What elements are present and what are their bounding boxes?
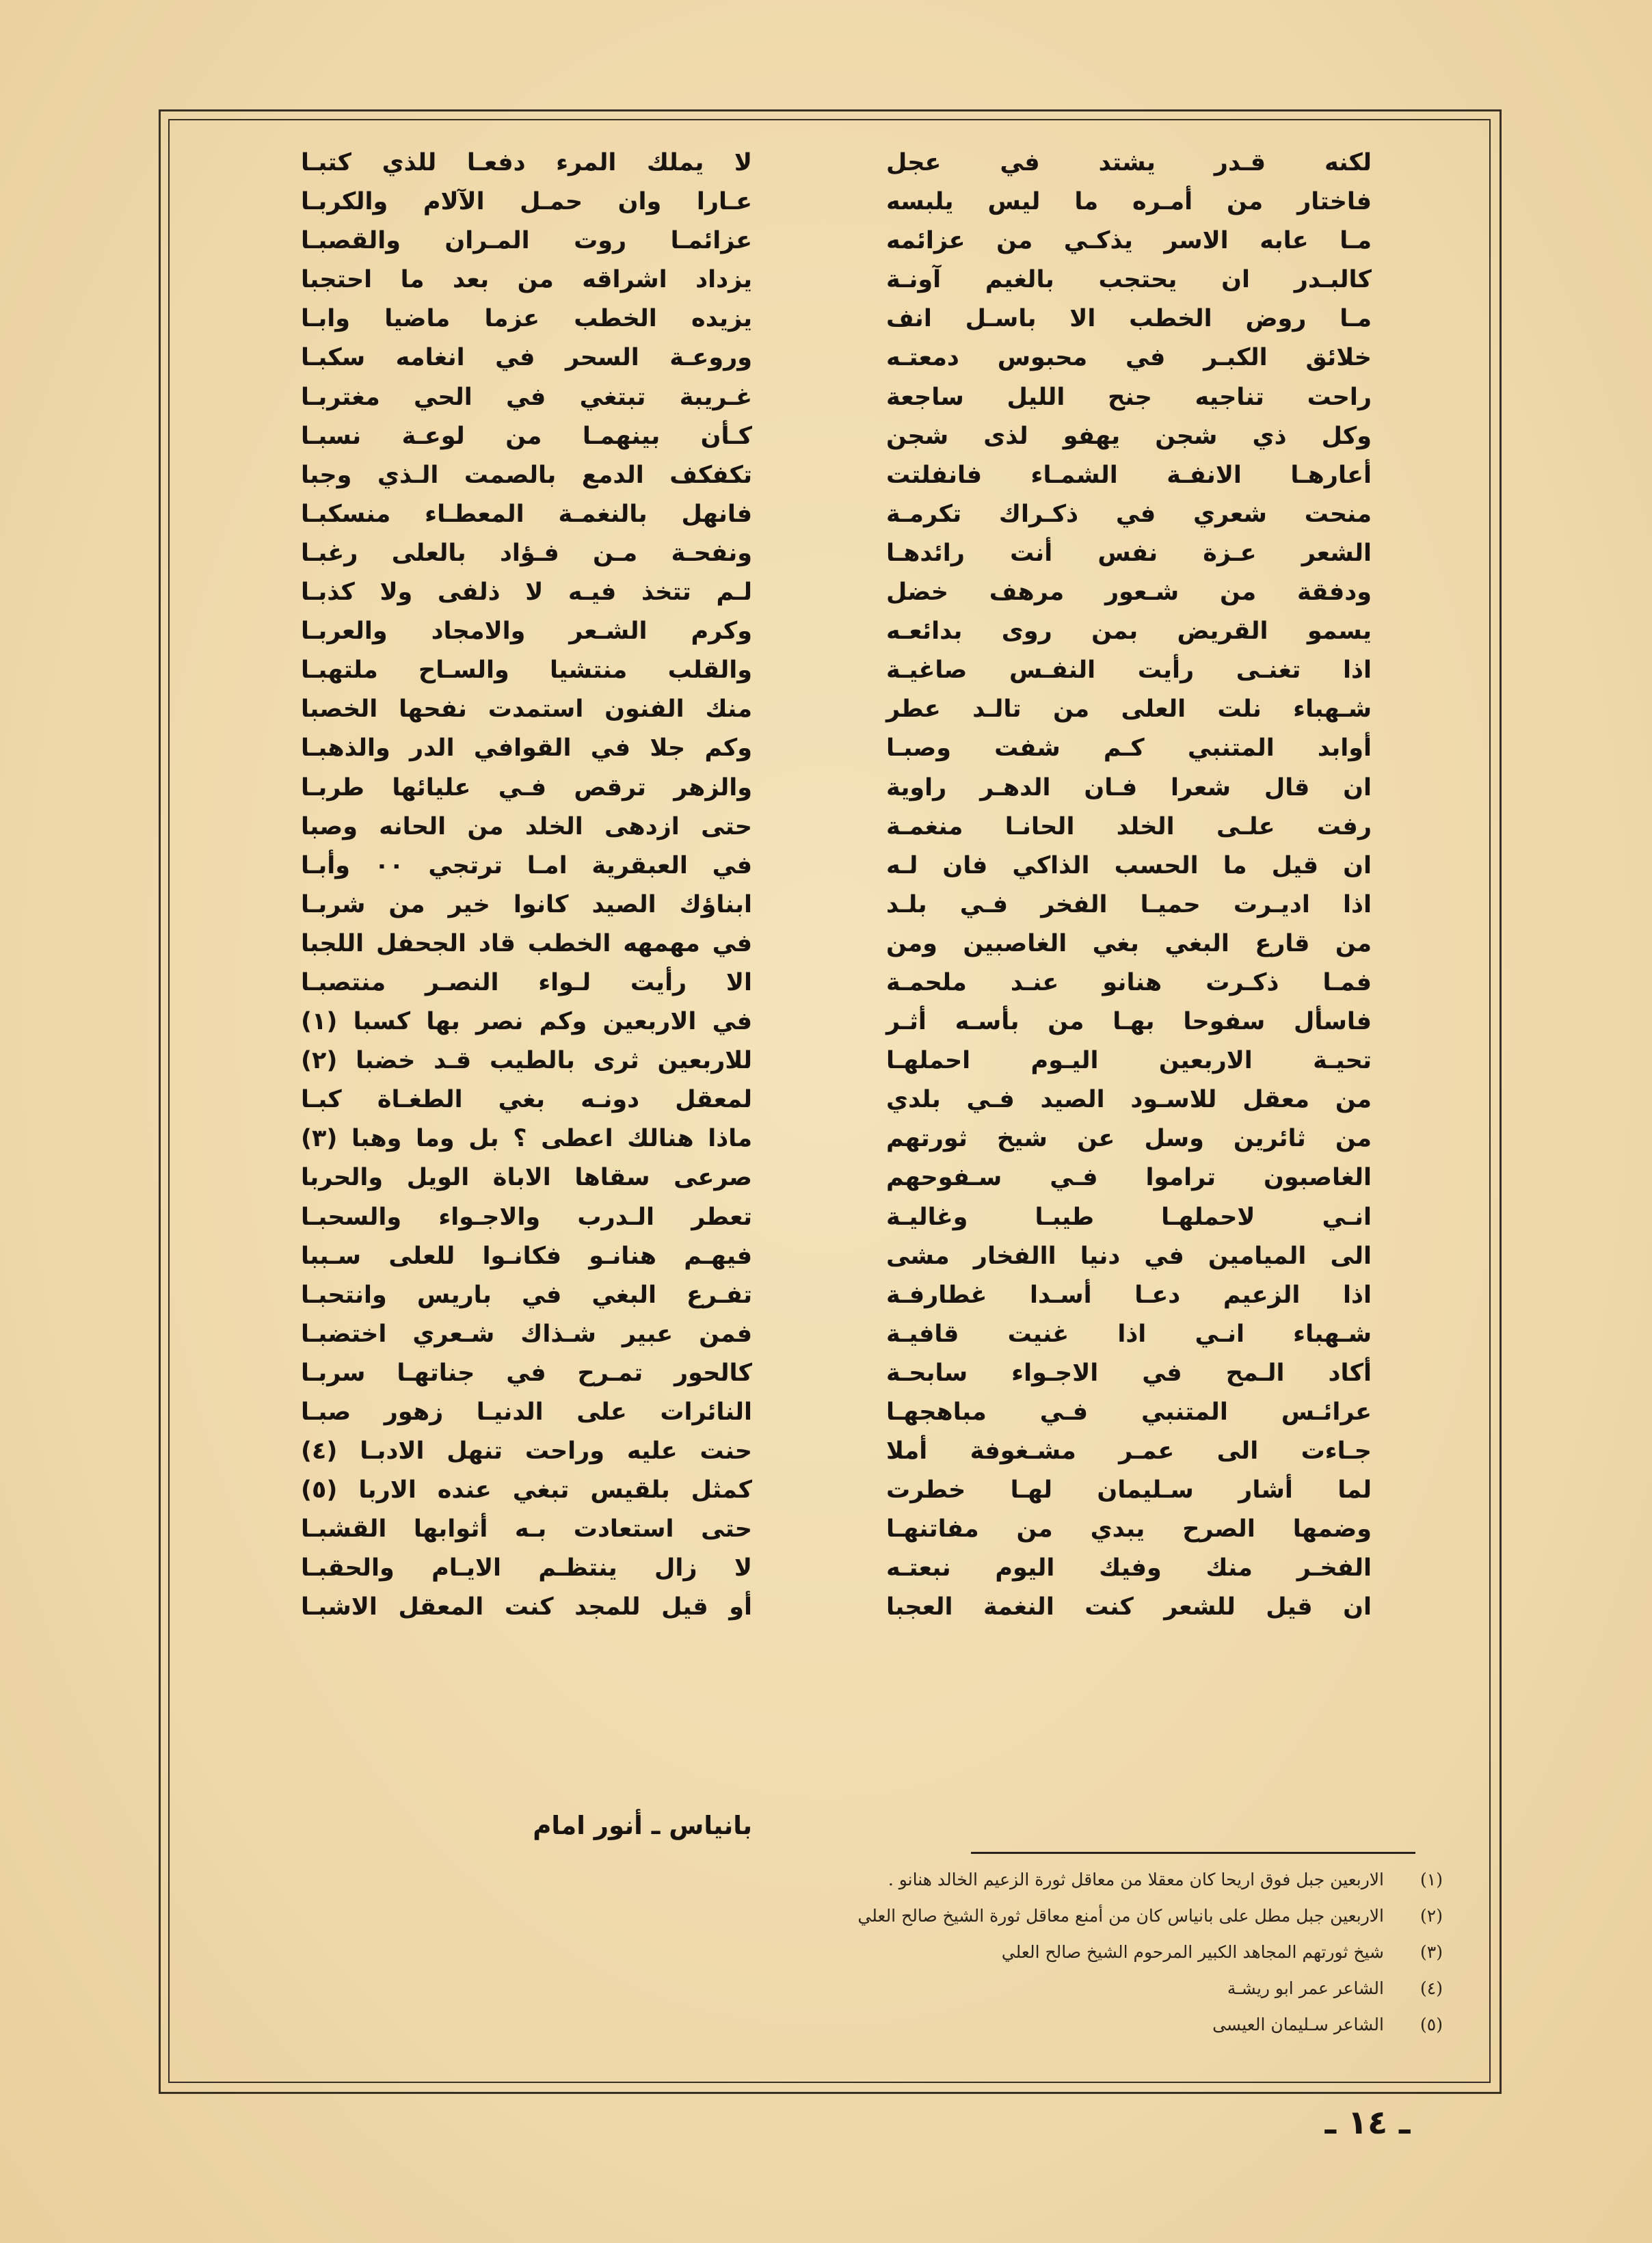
verse-line-left: للاربعين ثرى بالطيب قـد خضبا (٢)	[301, 1047, 752, 1075]
verse-line-right: راحت تناجيه جنح الليل ساجعة	[886, 383, 1372, 411]
footnote-text: الشاعر عمر ابو ريشـة	[1227, 1978, 1384, 1998]
footnote	[533, 1978, 1443, 2015]
verse-line-right: فاختار من أمـره ما ليس يلبسه	[886, 188, 1372, 216]
verse-line-right: يسمو القريض بمن روى بدائعـه	[886, 618, 1372, 646]
verse-line-right: شـهباء نلت العلى من تالـد عطر	[886, 695, 1372, 724]
footnote-number: (٢)	[1420, 1906, 1443, 1926]
footnote-divider	[971, 1852, 1415, 1854]
footnote-text: الاربعين جبل مطل على بانياس كان من أمنع معاقل ثورة الشيخ صالح العلي	[857, 1906, 1384, 1926]
verse-line-right: اذا الزعيم دعـا أسـدا غطارفـة	[886, 1281, 1372, 1309]
footnote-text: الشاعر سـليمان العيسى	[1212, 2015, 1384, 2034]
verse-line-left: وكم جلا في القوافي الدر والذهبـا	[301, 734, 752, 762]
verse-line-left: النائرات على الدنيـا زهور صبـا	[301, 1398, 752, 1426]
poem-column-left	[301, 144, 752, 1628]
verse-line-right: فاسأل سفوحا بهـا من بأسـه أثـر	[886, 1008, 1372, 1036]
verse-line-right: وضمها الصرح يبدي من مفاتنهـا	[886, 1515, 1372, 1543]
verse-line-left: صرعى سقاها الاباة الويل والحربا	[301, 1164, 752, 1192]
footnote	[533, 1906, 1443, 1942]
verse-line-left: الا رأيت لـواء النصـر منتصبـا	[301, 968, 752, 996]
verse-line-right: أكاد الـمح في الاجـواء سابحـة	[886, 1359, 1372, 1387]
verse-line-right: ان قيل ما الحسب الذاكي فان لـه	[886, 851, 1372, 879]
verse-line-left: يزيده الخطب عزما ماضيا وابـا	[301, 305, 752, 333]
verse-line-right: ان قيل للشعر كنت النغمة العجبا	[886, 1593, 1372, 1621]
verse-line-right: جـاءت الى عمـر مشـغوفة أملا	[886, 1437, 1372, 1465]
verse-line-right: انـي لاحملهـا طيبـا وغاليـة	[886, 1203, 1372, 1231]
verse-line-left: عـارا وان حمـل الآلام والكربـا	[301, 188, 752, 216]
footnotes	[533, 1870, 1443, 2051]
footnote-number: (٥)	[1420, 2015, 1443, 2034]
verse-line-right: تحيـة الاربعين اليـوم احملهـا	[886, 1047, 1372, 1075]
footnote	[533, 2015, 1443, 2051]
verse-line-right: أعارهـا الانفـة الشمـاء فانفلتت	[886, 461, 1372, 489]
verse-line-right: من قارع البغي بغي الغاصبين ومن	[886, 929, 1372, 957]
verse-line-left: حتى ازدهى الخلد من الحانه وصبا	[301, 812, 752, 840]
verse-line-left: لمعقل دونـه بغي الطغـاة كبـا	[301, 1086, 752, 1114]
footnote	[533, 1942, 1443, 1978]
verse-line-left: تعطر الـدرب والاجـواء والسحبـا	[301, 1203, 752, 1231]
verse-line-right: من ثائرين وسل عن شيخ ثورتهم	[886, 1125, 1372, 1153]
verse-line-right: الى الميامين في دنيا االفخار مشى	[886, 1242, 1372, 1270]
poem-signature: بانياس ـ أنور امام	[533, 1811, 752, 1840]
verse-line-right: خلائق الكبـر في محبوس دمعتـه	[886, 344, 1372, 372]
verse-line-left: ونفحـة مـن فـؤاد بالعلى رغبـا	[301, 539, 752, 567]
verse-line-left: وروعـة السحر في انغامه سكبـا	[301, 344, 752, 372]
footnote	[533, 1870, 1443, 1906]
footnote-number: (١)	[1420, 1870, 1443, 1889]
verse-line-left: في الاربعين وكم نصر بها كسبا (١)	[301, 1008, 752, 1036]
verse-line-left: حنت عليه وراحت تنهل الادبـا (٤)	[301, 1437, 752, 1465]
verse-line-right: مـا روض الخطب الا باسـل انف	[886, 305, 1372, 333]
verse-line-right: من معقل للاسـود الصيد فـي بلدي	[886, 1086, 1372, 1114]
verse-line-left: منك الفنون استمدت نفحها الخصبا	[301, 695, 752, 724]
verse-line-left: غـريبة تبتغي في الحي مغتربـا	[301, 383, 752, 411]
footnote-number: (٤)	[1420, 1978, 1443, 1998]
verse-line-left: كـأن بينهمـا من لوعـة نسبـا	[301, 422, 752, 450]
verse-line-left: في العبقرية امـا ترتجي ٠٠ وأبـا	[301, 851, 753, 879]
verse-line-right: شـهباء انـي اذا غنيت قافيـة	[886, 1320, 1372, 1348]
verse-line-right: أوابد المتنبي كـم شفت وصبـا	[886, 734, 1372, 762]
verse-line-left: والزهر ترقص فـي عليائها طربـا	[301, 773, 752, 801]
verse-line-right: منحت شعري في ذكـراك تكرمـة	[886, 500, 1372, 528]
verse-line-right: ان قال شعرا فـان الدهـر راوية	[886, 773, 1372, 801]
verse-line-left: كمثل بلقيس تبغي عنده الاربا (٥)	[301, 1476, 752, 1504]
verse-line-right: ودفقة من شـعور مرهف خضل	[886, 579, 1372, 607]
verse-line-left: حتى استعادت بـه أثوابها القشبـا	[301, 1515, 752, 1543]
verse-line-right: لكنه قـدر يشتد في عجل	[886, 149, 1372, 176]
footnote-text: الاربعين جبل فوق اريحا كان معقلا من معاقل ثورة الزعيم الخالد هنانو .	[888, 1870, 1384, 1889]
page-number: ـ ١٤ ـ	[1324, 2103, 1411, 2142]
verse-line-right: فمـا ذكـرت هنانو عنـد ملحمـة	[886, 968, 1372, 996]
verse-line-right: الفخـر منك وفيك اليوم نبعتـه	[886, 1554, 1372, 1582]
verse-line-left: ابناؤك الصيد كانوا خير من شربـا	[301, 890, 752, 918]
verse-line-left: فانهل بالنغمـة المعطـاء منسكبـا	[301, 500, 752, 528]
verse-line-left: تفـرع البغي في باريس وانتحبـا	[301, 1281, 752, 1309]
verse-line-left: تكفكف الدمع بالصمت الـذي وجبا	[301, 461, 752, 489]
verse-line-left: في مهمهه الخطب قاد الجحفل اللجبا	[301, 929, 752, 957]
verse-line-right: رفت علـى الخلد الحانـا منغمـة	[886, 812, 1372, 840]
verse-line-right: وكل ذي شجن يهفو لذى شجن	[886, 422, 1372, 450]
verse-line-right: الغاصبون تراموا فـي سـفوحهم	[886, 1164, 1372, 1192]
verse-line-left: لـم تتخذ فيـه لا ذلفى ولا كذبـا	[301, 579, 752, 607]
verse-line-left: لا يملك المرء دفعـا للذي كتبـا	[301, 149, 752, 176]
footnote-number: (٣)	[1420, 1942, 1443, 1962]
verse-line-right: الشعر عـزة نفس أنت رائدهـا	[886, 539, 1372, 567]
verse-line-left: أو قيل للمجد كنت المعقل الاشبـا	[301, 1593, 752, 1621]
footnote-text: شيخ ثورتهم المجاهد الكبير المرحوم الشيخ صالح العلي	[1001, 1942, 1384, 1962]
verse-line-left: يزداد اشراقه من بعد ما احتجبا	[301, 266, 752, 294]
verse-line-left: فيهـم هنانـو فكانـوا للعلى سـببا	[301, 1242, 752, 1270]
verse-line-right: لما أشار سـليمان لهـا خطرت	[886, 1476, 1372, 1504]
verse-line-right: اذا اديـرت حميـا الفخر فـي بلـد	[886, 890, 1372, 918]
verse-line-left: فمن عبير شـذاك شـعري اختضبـا	[301, 1320, 752, 1348]
verse-line-left: لا زال ينتظـم الايـام والحقبـا	[301, 1554, 752, 1582]
verse-line-right: اذا تغنـى رأيت النفـس صاغيـة	[886, 656, 1372, 685]
verse-line-left: وكرم الشـعر والامجاد والعربـا	[301, 618, 752, 646]
verse-line-left: كالحور تمـرح في جناتهـا سربـا	[301, 1359, 752, 1387]
verse-line-right: مـا عابه الاسر يذكـي من عزائمه	[886, 227, 1372, 255]
verse-line-left: عزائمـا روت المـران والقصبـا	[301, 227, 752, 255]
verse-line-left: والقلب منتشيا والسـاح ملتهبـا	[301, 656, 752, 685]
verse-line-right: كالبـدر ان يحتجب بالغيم آونـة	[886, 266, 1372, 294]
poem-column-right	[886, 144, 1372, 1628]
verse-line-left: ماذا هنالك اعطى ؟ بل وما وهبا (٣)	[301, 1125, 752, 1153]
verse-line-right: عرائـس المتنبي فـي مباهجهـا	[886, 1398, 1372, 1426]
